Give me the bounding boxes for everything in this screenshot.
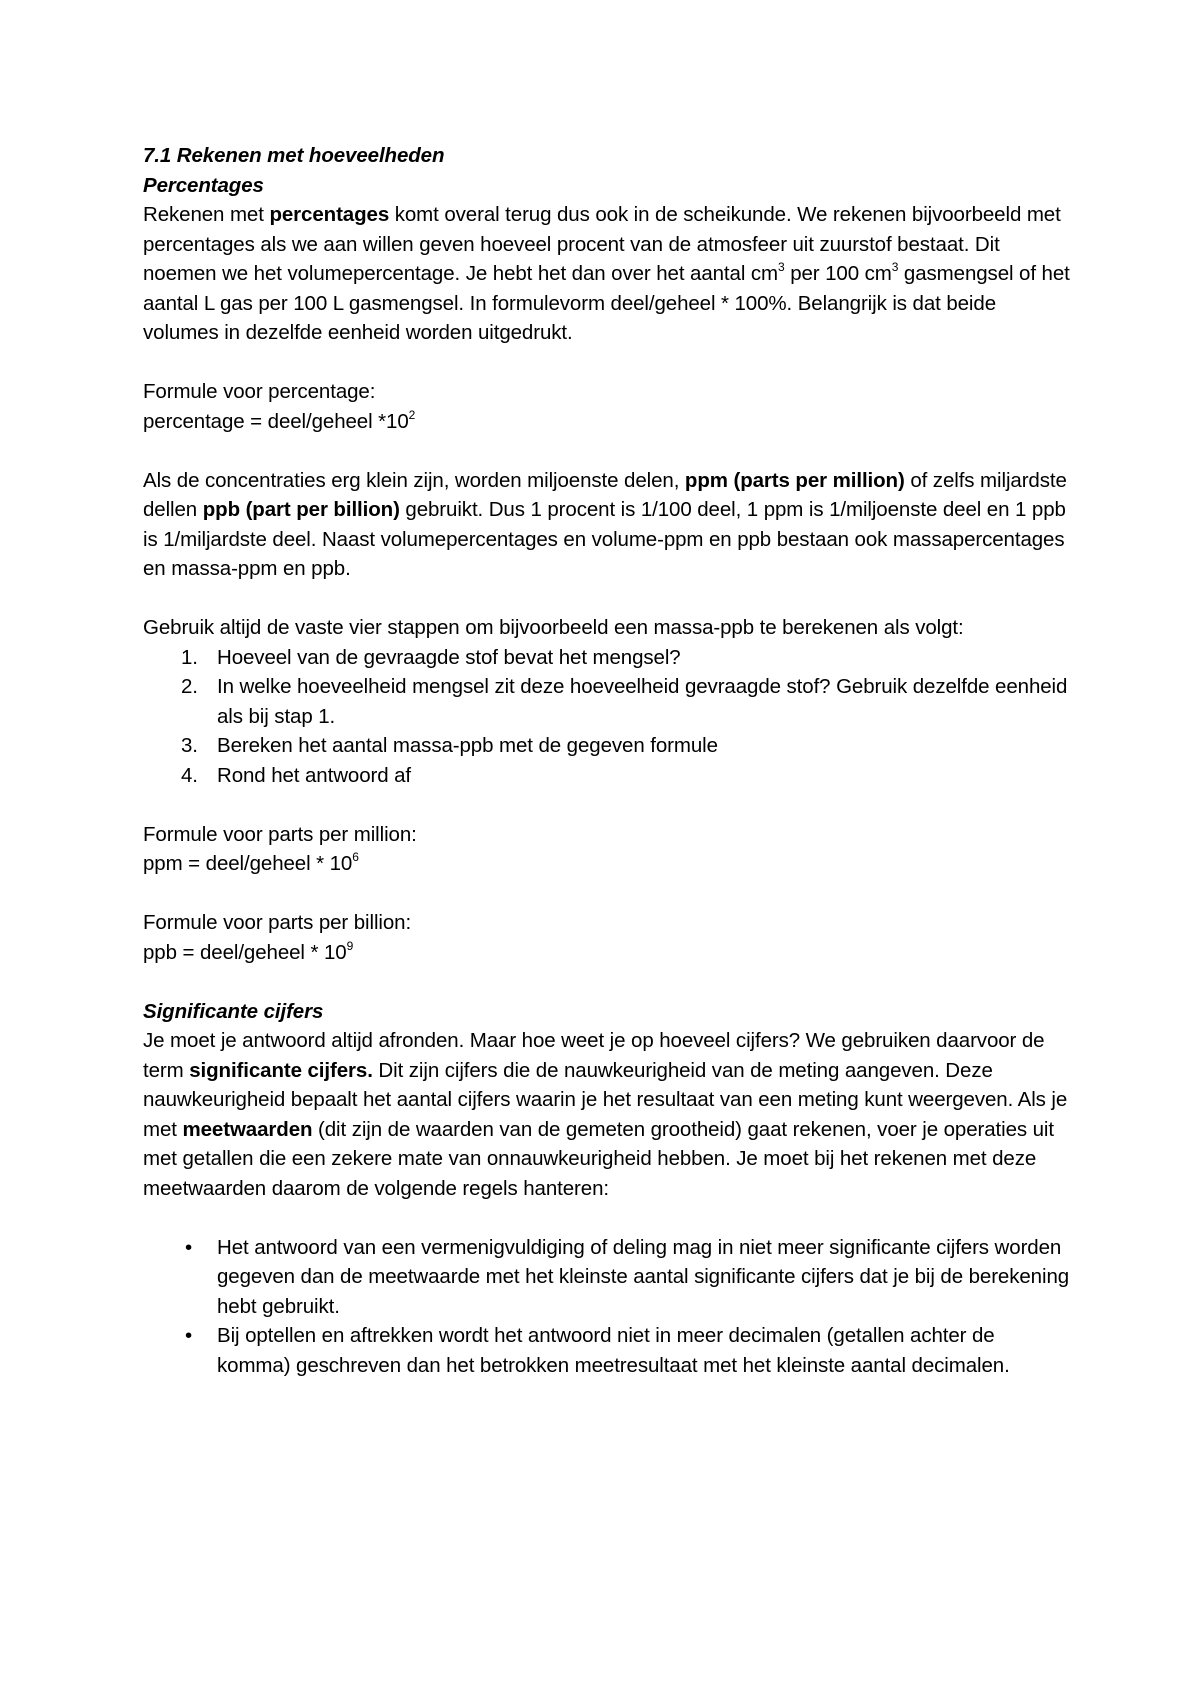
ppm-bold-term: ppm (parts per million)	[684, 468, 905, 492]
formula-ppm-exponent: 6	[352, 850, 359, 865]
ppb-bold-term: ppb (part per billion)	[202, 498, 400, 521]
ppm-text-3: gebruikt. Dus 1 procent is 1/100 deel, 1 ppm is 1/miljoenste deel en 1 ppb is 1/miljardste deel. Naast volumepercentages en volume-ppm en ppb bestaan ook massapercentages en massa-ppm en ppb.	[143, 498, 1066, 580]
rule-text: Bij optellen en aftrekken wordt het antwoord niet in meer decimalen (getallen achter de komma) geschreven dan het betrokken meetresultaat met het kleinste aantal decimalen.	[217, 1324, 1010, 1377]
formula-percentage-expr: percentage = deel/geheel *10	[143, 409, 409, 433]
superscript-cm3-1: 3	[778, 260, 785, 275]
bullet-icon: •	[185, 1235, 193, 1259]
steps-intro: Gebruik altijd de vaste vier stappen om bijvoorbeeld een massa-ppb te berekenen als volgt:	[143, 616, 964, 639]
step-text: Bereken het aantal massa-ppb met de gegeven formule	[217, 734, 718, 757]
list-item	[143, 731, 1073, 761]
formula-percentage-label: Formule voor percentage:	[143, 380, 376, 403]
ppm-paragraph	[143, 466, 1073, 584]
formula-ppb-label: Formule voor parts per billion:	[143, 911, 412, 934]
intro-bold-percentages: percentages	[269, 203, 390, 226]
list-item	[143, 1233, 1073, 1322]
formula-percentage	[143, 407, 1073, 437]
list-item	[143, 1321, 1073, 1380]
steps-list	[143, 643, 1073, 791]
superscript-cm3-2: 3	[891, 260, 899, 275]
significant-paragraph	[143, 1026, 1073, 1203]
step-number: 1.	[181, 645, 198, 669]
significant-text-1: Je moet je antwoord altijd afronden. Maar hoe weet je op hoeveel cijfers? We gebruiken daarvoor de term	[143, 1029, 1045, 1082]
formula-percentage-exponent: 2	[408, 407, 416, 422]
page-title: 7.1 Rekenen met hoeveelheden	[143, 144, 445, 167]
rule-text: Het antwoord van een vermenigvuldiging of deling mag in niet meer significante cijfers worden gegeven dan de meetwaarde met het kleinste aantal significante cijfers dat je bij de berekening hebt gebruikt.	[217, 1235, 1070, 1318]
formula-ppm-expr: ppm = deel/geheel * 10	[143, 852, 353, 875]
significant-bold-term: significante cijfers.	[189, 1058, 373, 1082]
list-item	[143, 761, 1073, 791]
step-number: 4.	[181, 763, 198, 787]
step-text: Hoeveel van de gevraagde stof bevat het mengsel?	[217, 645, 681, 669]
significant-text-3: (dit zijn de waarden van de gemeten grootheid) gaat rekenen, voer je operaties uit met getallen die een zekere mate van onnauwkeurigheid hebben. Je moet bij het rekenen met deze meetwaarden daarom de volgende regels hanteren:	[143, 1117, 1054, 1200]
formula-ppb	[143, 938, 1073, 968]
formula-ppb-exponent: 9	[346, 938, 354, 953]
section-heading-percentages: Percentages	[143, 173, 264, 197]
ppm-text-2: of zelfs miljardste dellen	[143, 468, 1067, 521]
formula-ppm-label: Formule voor parts per million:	[143, 822, 417, 846]
formula-ppb-expr: ppb = deel/geheel * 10	[143, 940, 347, 964]
significant-text-2: Dit zijn cijfers die de nauwkeurigheid van de meting aangeven. Deze nauwkeurigheid bepaalt het aantal cijfers waarin je het resultaat van een meting kunt weergeven. Als je met	[143, 1058, 1068, 1141]
formula-ppm	[143, 849, 1073, 879]
section-heading-significant: Significante cijfers	[143, 999, 324, 1023]
intro-paragraph	[143, 200, 1073, 348]
document-page	[143, 141, 1073, 1380]
step-text: In welke hoeveelheid mengsel zit deze hoeveelheid gevraagde stof? Gebruik dezelfde eenheid als bij stap 1.	[217, 675, 1068, 728]
intro-text-3: per 100 cm	[784, 262, 892, 285]
meetwaarden-bold-term: meetwaarden	[182, 1117, 313, 1141]
step-number: 2.	[181, 675, 198, 698]
intro-text-2: komt overal terug dus ook in de scheikunde. We rekenen bijvoorbeeld met percentages als we aan willen geven hoeveel procent van de atmosfeer uit zuurstof bestaat. Dit noemen we het volumepercentage. Je hebt het dan over het aantal cm	[143, 203, 1061, 285]
rules-list	[143, 1233, 1073, 1381]
step-text: Rond het antwoord af	[217, 763, 412, 787]
list-item	[143, 643, 1073, 673]
intro-text-4: gasmengsel of het aantal L gas per 100 L gasmengsel. In formulevorm deel/geheel * 100%. Belangrijk is dat beide volumes in dezelfde eenheid worden uitgedrukt.	[143, 262, 1070, 344]
list-item	[143, 672, 1073, 731]
step-number: 3.	[181, 734, 198, 757]
bullet-icon: •	[185, 1324, 193, 1347]
ppm-text-1: Als de concentraties erg klein zijn, worden miljoenste delen,	[143, 468, 685, 492]
intro-text-1: Rekenen met	[143, 203, 270, 226]
